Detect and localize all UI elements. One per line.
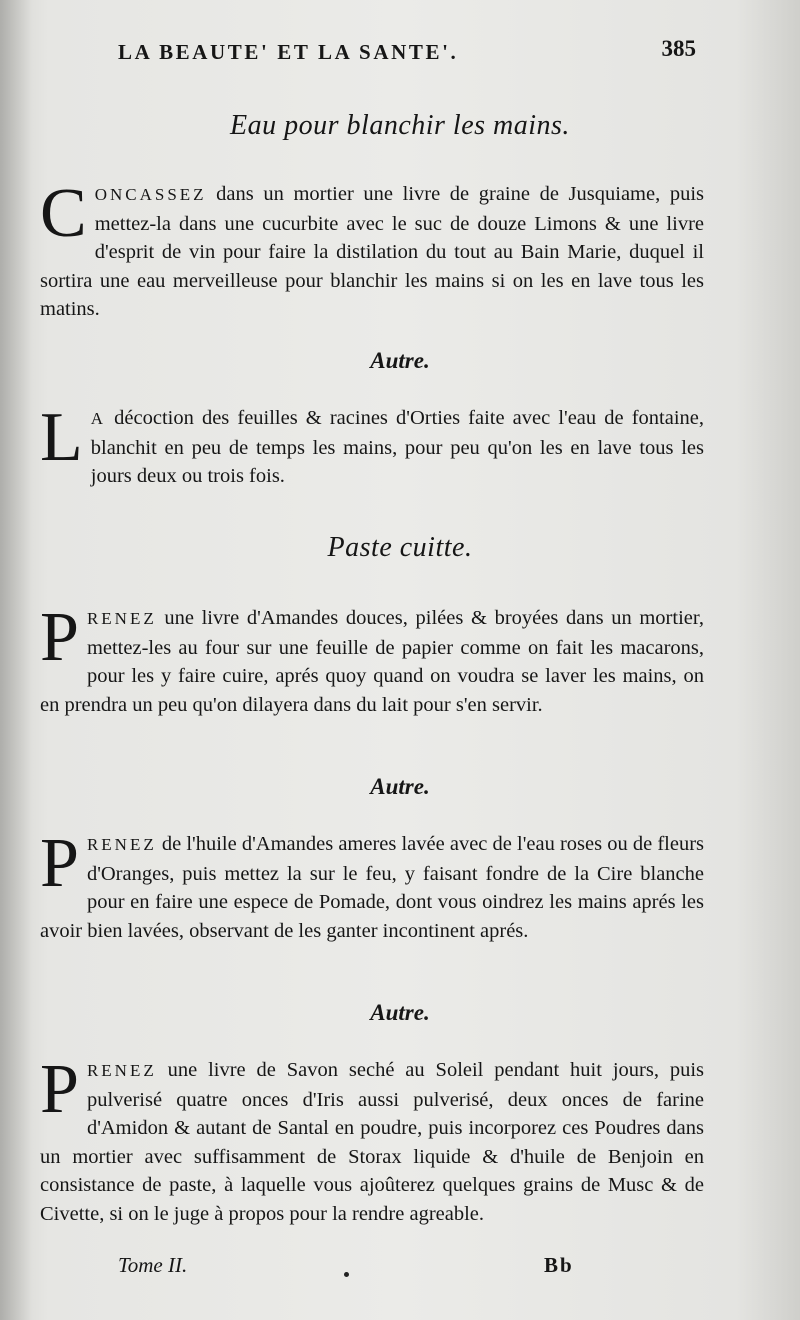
drop-cap: C xyxy=(40,175,87,252)
section-title-autre-3: Autre. xyxy=(370,1000,430,1025)
section-title-paste-cuitte: Paste cuitte. xyxy=(327,532,473,563)
lead-word: A xyxy=(90,409,107,428)
volume-label: Tome II. xyxy=(118,1253,188,1277)
paragraph-text: de l'huile d'Amandes ameres lavée avec de l'eau roses ou de fleurs d'Oranges, puis mettez la sur le feu, y faisant fondre de la Cire blanche pour en faire une espece de Pomade, dont vous oindrez les mains aprés les avoir bien lavées, observant de les ganter incontinent aprés. xyxy=(40,833,704,942)
recipe-paragraph-3 xyxy=(40,599,704,719)
drop-cap: P xyxy=(40,599,79,676)
recipe-paragraph-1 xyxy=(40,175,704,324)
drop-cap: P xyxy=(40,1051,79,1128)
footer-dot xyxy=(344,1272,349,1277)
paragraph-text: décoction des feuilles & racines d'Orties faite avec l'eau de fontaine, blanchit en peu de temps les mains, pour peu qu'on les en lave tous les jours deux ou trois fois. xyxy=(90,407,704,488)
lead-word: RENEZ xyxy=(86,1061,157,1080)
section-title-autre-2: Autre. xyxy=(370,774,430,799)
section-title-autre-1: Autre. xyxy=(370,348,430,373)
paragraph-text: dans un mortier une livre de graine de Jusquiame, puis mettez-la dans une cucurbite avec le suc de douze Limons & une livre d'esprit de vin pour faire la distilation du tout au Bain Marie, duquel il sortira une eau merveilleuse pour blanchir les mains si on les en lave tous les matins. xyxy=(40,183,704,321)
signature-mark: Bb xyxy=(544,1253,574,1277)
recipe-paragraph-2 xyxy=(40,399,704,491)
lead-word: ONCASSEZ xyxy=(94,185,207,204)
running-title: LA BEAUTE' ET LA SANTE'. xyxy=(118,40,459,64)
recipe-paragraph-4 xyxy=(40,825,704,945)
lead-word: RENEZ xyxy=(86,835,157,854)
section-title-eau: Eau pour blanchir les mains. xyxy=(230,110,570,141)
paragraph-text: une livre d'Amandes douces, pilées & broyées dans un mortier, mettez-les au four sur une feuille de papier comme on fait les macarons, pour les y faire cuire, aprés quoy quand on voudra se laver les mains, on en prendra un peu qu'on dilayera dans du lait pour s'en servir. xyxy=(40,607,704,716)
lead-word: RENEZ xyxy=(86,609,157,628)
drop-cap: P xyxy=(40,825,79,902)
recipe-paragraph-5 xyxy=(40,1051,704,1229)
drop-cap: L xyxy=(40,399,83,476)
page-number: 385 xyxy=(661,36,696,61)
paragraph-text: une livre de Savon seché au Soleil pendant huit jours, puis pulverisé quatre onces d'Iris aussi pulverisé, deux onces de farine d'Amidon & autant de Santal en poudre, puis incorporez ces Poudres dans un mortier avec suffisamment de Storax liquide & d'huile de Benjoin en consistance de paste, à laquelle vous ajoûterez quelques grains de Musc & de Civette, si on le juge à propos pour la rendre agreable. xyxy=(40,1059,704,1225)
